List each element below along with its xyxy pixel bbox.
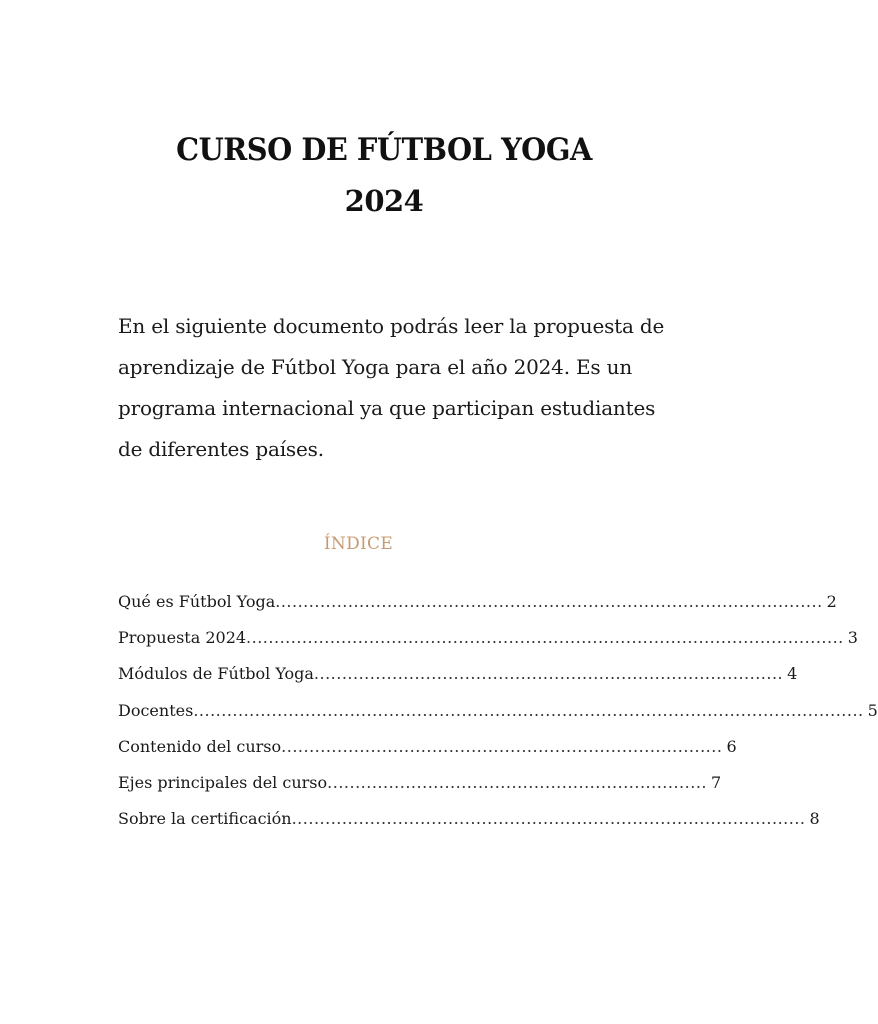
- toc-item-page: 3: [847, 628, 858, 648]
- toc-item-page: 2: [826, 592, 837, 611]
- toc-item[interactable]: [118, 734, 737, 770]
- toc-item-label: Sobre la certificación: [118, 809, 292, 829]
- toc-item-page: 5: [867, 700, 878, 720]
- toc-item-page: 4: [787, 664, 798, 684]
- table-of-contents: [118, 589, 878, 842]
- toc-item[interactable]: [118, 661, 798, 697]
- toc-item-label: Contenido del curso: [118, 736, 282, 756]
- toc-leader-dots: ....................................................................................: [313, 664, 784, 684]
- toc-item-label: Propuesta 2024: [118, 628, 247, 648]
- toc-leader-dots: ...............................................................................: [281, 736, 723, 756]
- toc-item[interactable]: [118, 589, 837, 625]
- toc-item[interactable]: [118, 806, 820, 842]
- document-title: CURSO DE FÚTBOL YOGA: [176, 132, 592, 168]
- toc-leader-dots: ..................................................................................................: [275, 592, 823, 611]
- toc-item-page: 8: [809, 809, 820, 829]
- toc-leader-dots: ....................................................................: [327, 772, 707, 792]
- toc-item-label: Módulos de Fútbol Yoga: [118, 664, 314, 684]
- document-year: 2024: [344, 184, 424, 218]
- toc-item-page: 7: [710, 772, 722, 792]
- toc-item-page: 6: [726, 736, 737, 756]
- toc-leader-dots: ........................................................................................................................: [193, 700, 864, 720]
- toc-item-label: Qué es Fútbol Yoga: [118, 592, 276, 611]
- toc-item[interactable]: [118, 770, 722, 806]
- index-heading: ÍNDICE: [323, 534, 394, 554]
- toc-item[interactable]: [118, 698, 878, 734]
- toc-item-label: Docentes: [118, 700, 194, 720]
- intro-paragraph: En el siguiente documento podrás leer la propuesta de aprendizaje de Fútbol Yoga para el año 2024. Es un programa internacional ya que participan estudiantes de diferentes países.: [118, 314, 665, 461]
- toc-item-label: Ejes principales del curso: [118, 772, 328, 792]
- toc-leader-dots: ............................................................................................: [291, 809, 806, 829]
- toc-item[interactable]: [118, 625, 858, 661]
- toc-leader-dots: ...........................................................................................................: [246, 628, 844, 648]
